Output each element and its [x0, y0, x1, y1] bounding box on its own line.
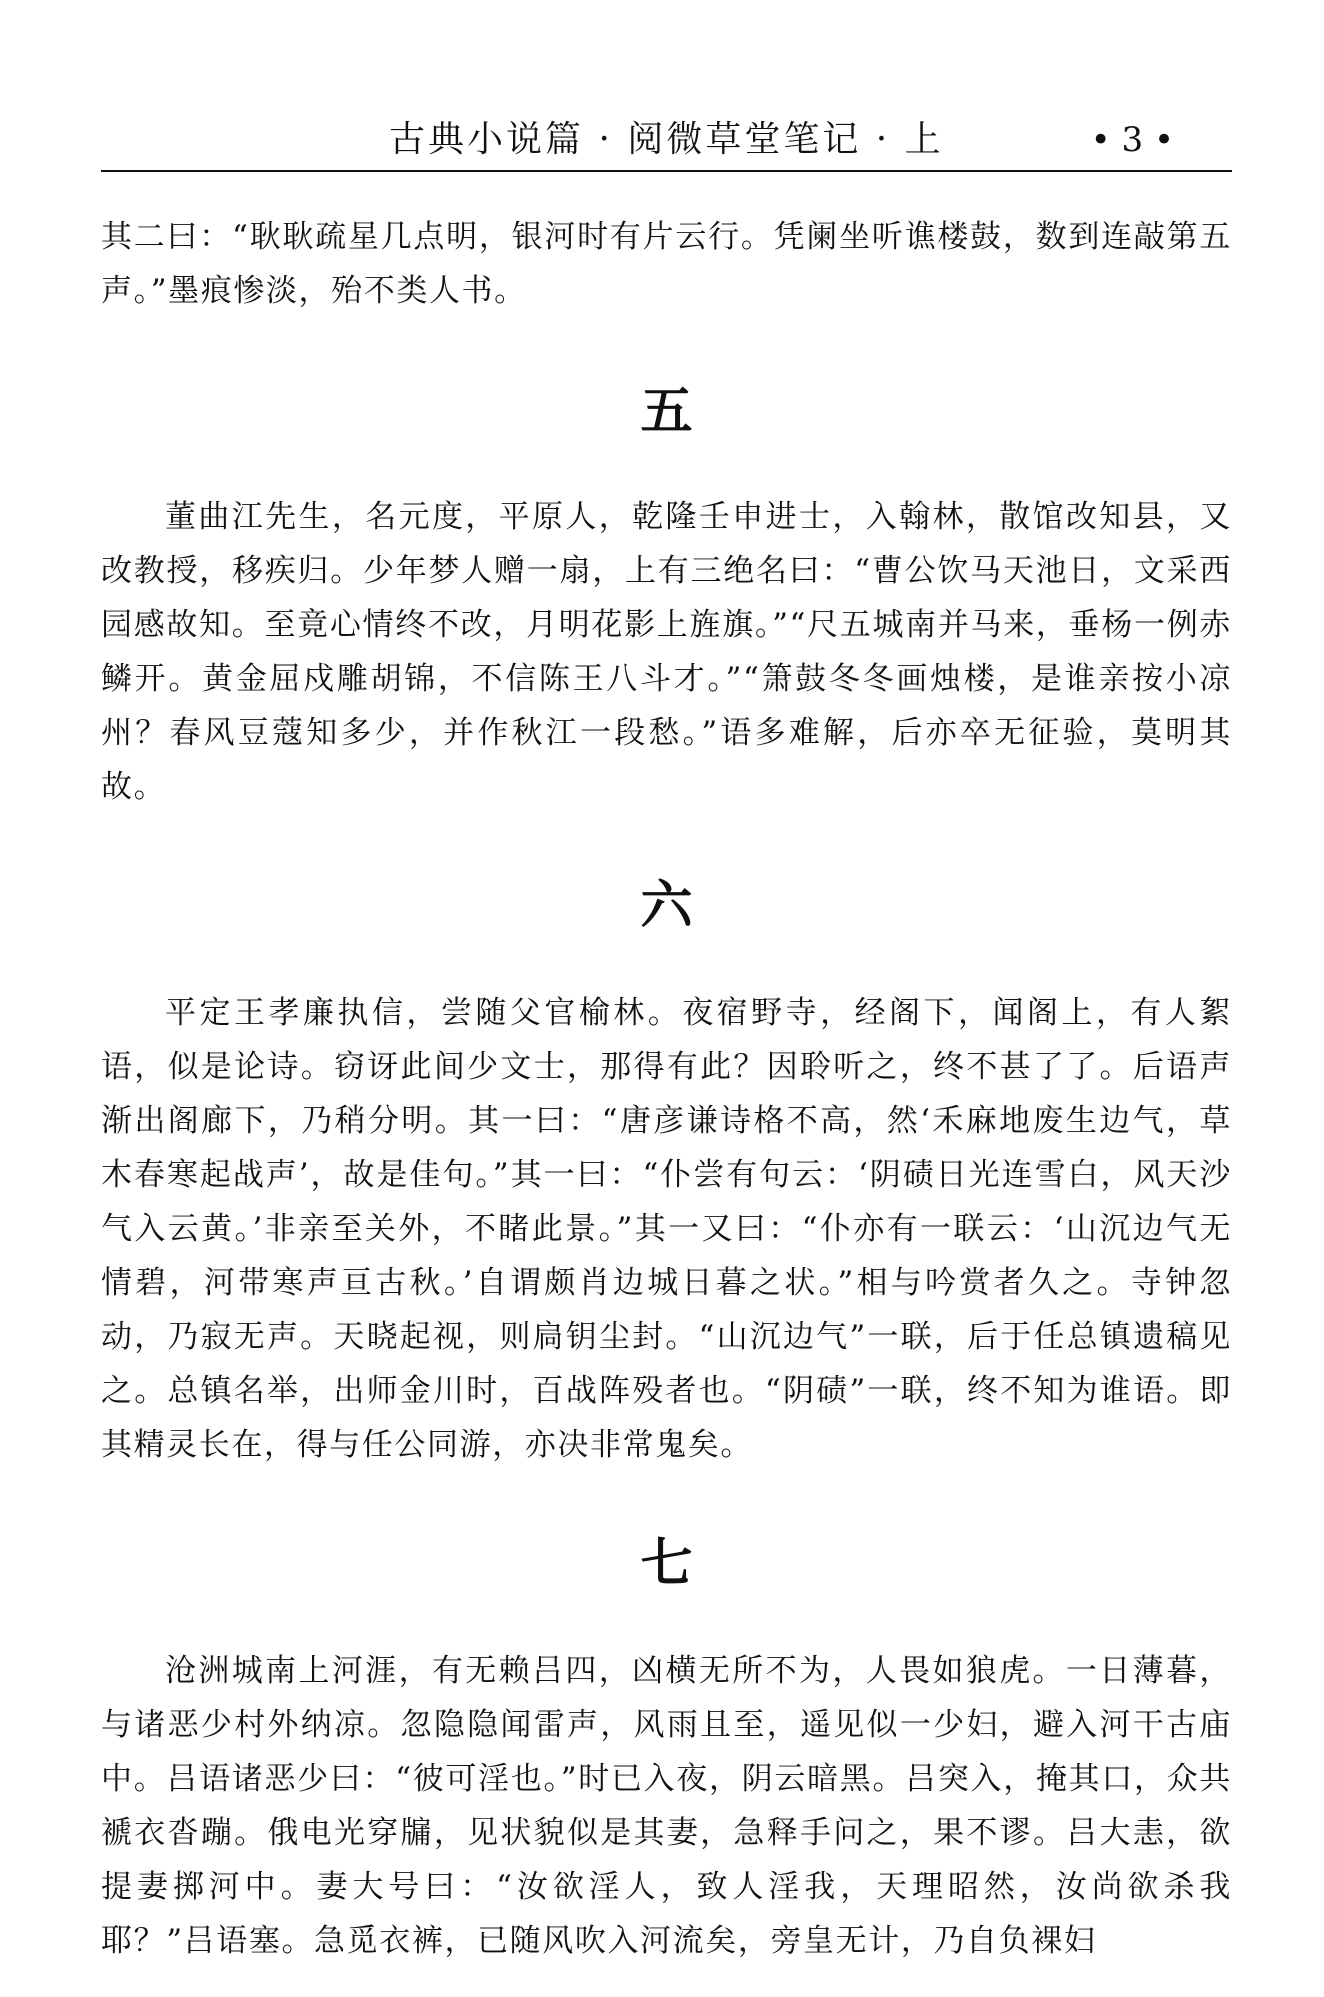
- section-paragraph: 平定王孝廉执信，尝随父官榆林。夜宿野寺，经阁下，闻阁上，有人絮语，似是论诗。窃讶此间少文士，那得有此？因聆听之，终不甚了了。后语声渐出阁廊下，乃稍分明。其一曰：“唐彦谦诗格不高，然‘禾麻地废生边气，草木春寒起战声’，故是佳句。”其一曰：“仆尝有句云：‘阴碛日光连雪白，风天沙气入云黄。’非亲至关外，不睹此景。”其一又曰：“仆亦有一联云：‘山沉边气无情碧，河带寒声亘古秋。’自谓颇肖边城日暮之状。”相与吟赏者久之。寺钟忽动，乃寂无声。天晓起视，则扃钥尘封。“山沉边气”一联，后于任总镇遗稿见之。总镇名举，出师金川时，百战阵殁者也。“阴碛”一联，终不知为谁语。即其精灵长在，得与任公同游，亦决非常鬼矣。: [101, 995, 1232, 1463]
- section-paragraph: 沧洲城南上河涯，有无赖吕四，凶横无所不为，人畏如狼虎。一日薄暮，与诸恶少村外纳凉。忽隐隐闻雷声，风雨且至，遥见似一少妇，避入河干古庙中。吕语诸恶少曰：“彼可淫也。”时已入夜，阴云暗黑。吕突入，掩其口，众共褫衣沓蹦。俄电光穿牖，见状貌似是其妻，急释手问之，果不谬。吕大恚，欲提妻掷河中。妻大号曰：“汝欲淫人，致人淫我，天理昭然，汝尚欲杀我耶？”吕语塞。急觅衣裤，已随风吹入河流矣，旁皇无计，乃自负裸妇: [101, 1653, 1232, 1959]
- section-paragraph: 董曲江先生，名元度，平原人，乾隆壬申进士，入翰林，散馆改知县，又改教授，移疾归。少年梦人赠一扇，上有三绝名曰：“曹公饮马天池日，文采西园感故知。至竟心情终不改，月明花影上旌旗。”“尺五城南并马来，垂杨一例赤鳞开。黄金屈戍雕胡锦，不信陈王八斗才。”“箫鼓冬冬画烛楼，是谁亲按小凉州？春风豆蔻知多少，并作秋江一段愁。”语多难解，后亦卒无征验，莫明其故。: [101, 499, 1232, 805]
- intro-paragraph: 其二曰：“耿耿疏星几点明，银河时有片云行。凭阑坐听谯楼鼓，数到连敲第五声。”墨痕惨淡，殆不类人书。: [101, 219, 1232, 309]
- page-body: [101, 210, 1232, 1968]
- section-heading: 五: [640, 381, 693, 442]
- page-number: • 3 •: [1090, 120, 1174, 160]
- section-heading: 六: [640, 875, 693, 936]
- running-header: [101, 112, 1232, 168]
- book-title: 古典小说篇 · 阅微草堂笔记 · 上: [389, 119, 944, 160]
- header-rule: [101, 170, 1232, 172]
- section-heading: 七: [640, 1533, 693, 1594]
